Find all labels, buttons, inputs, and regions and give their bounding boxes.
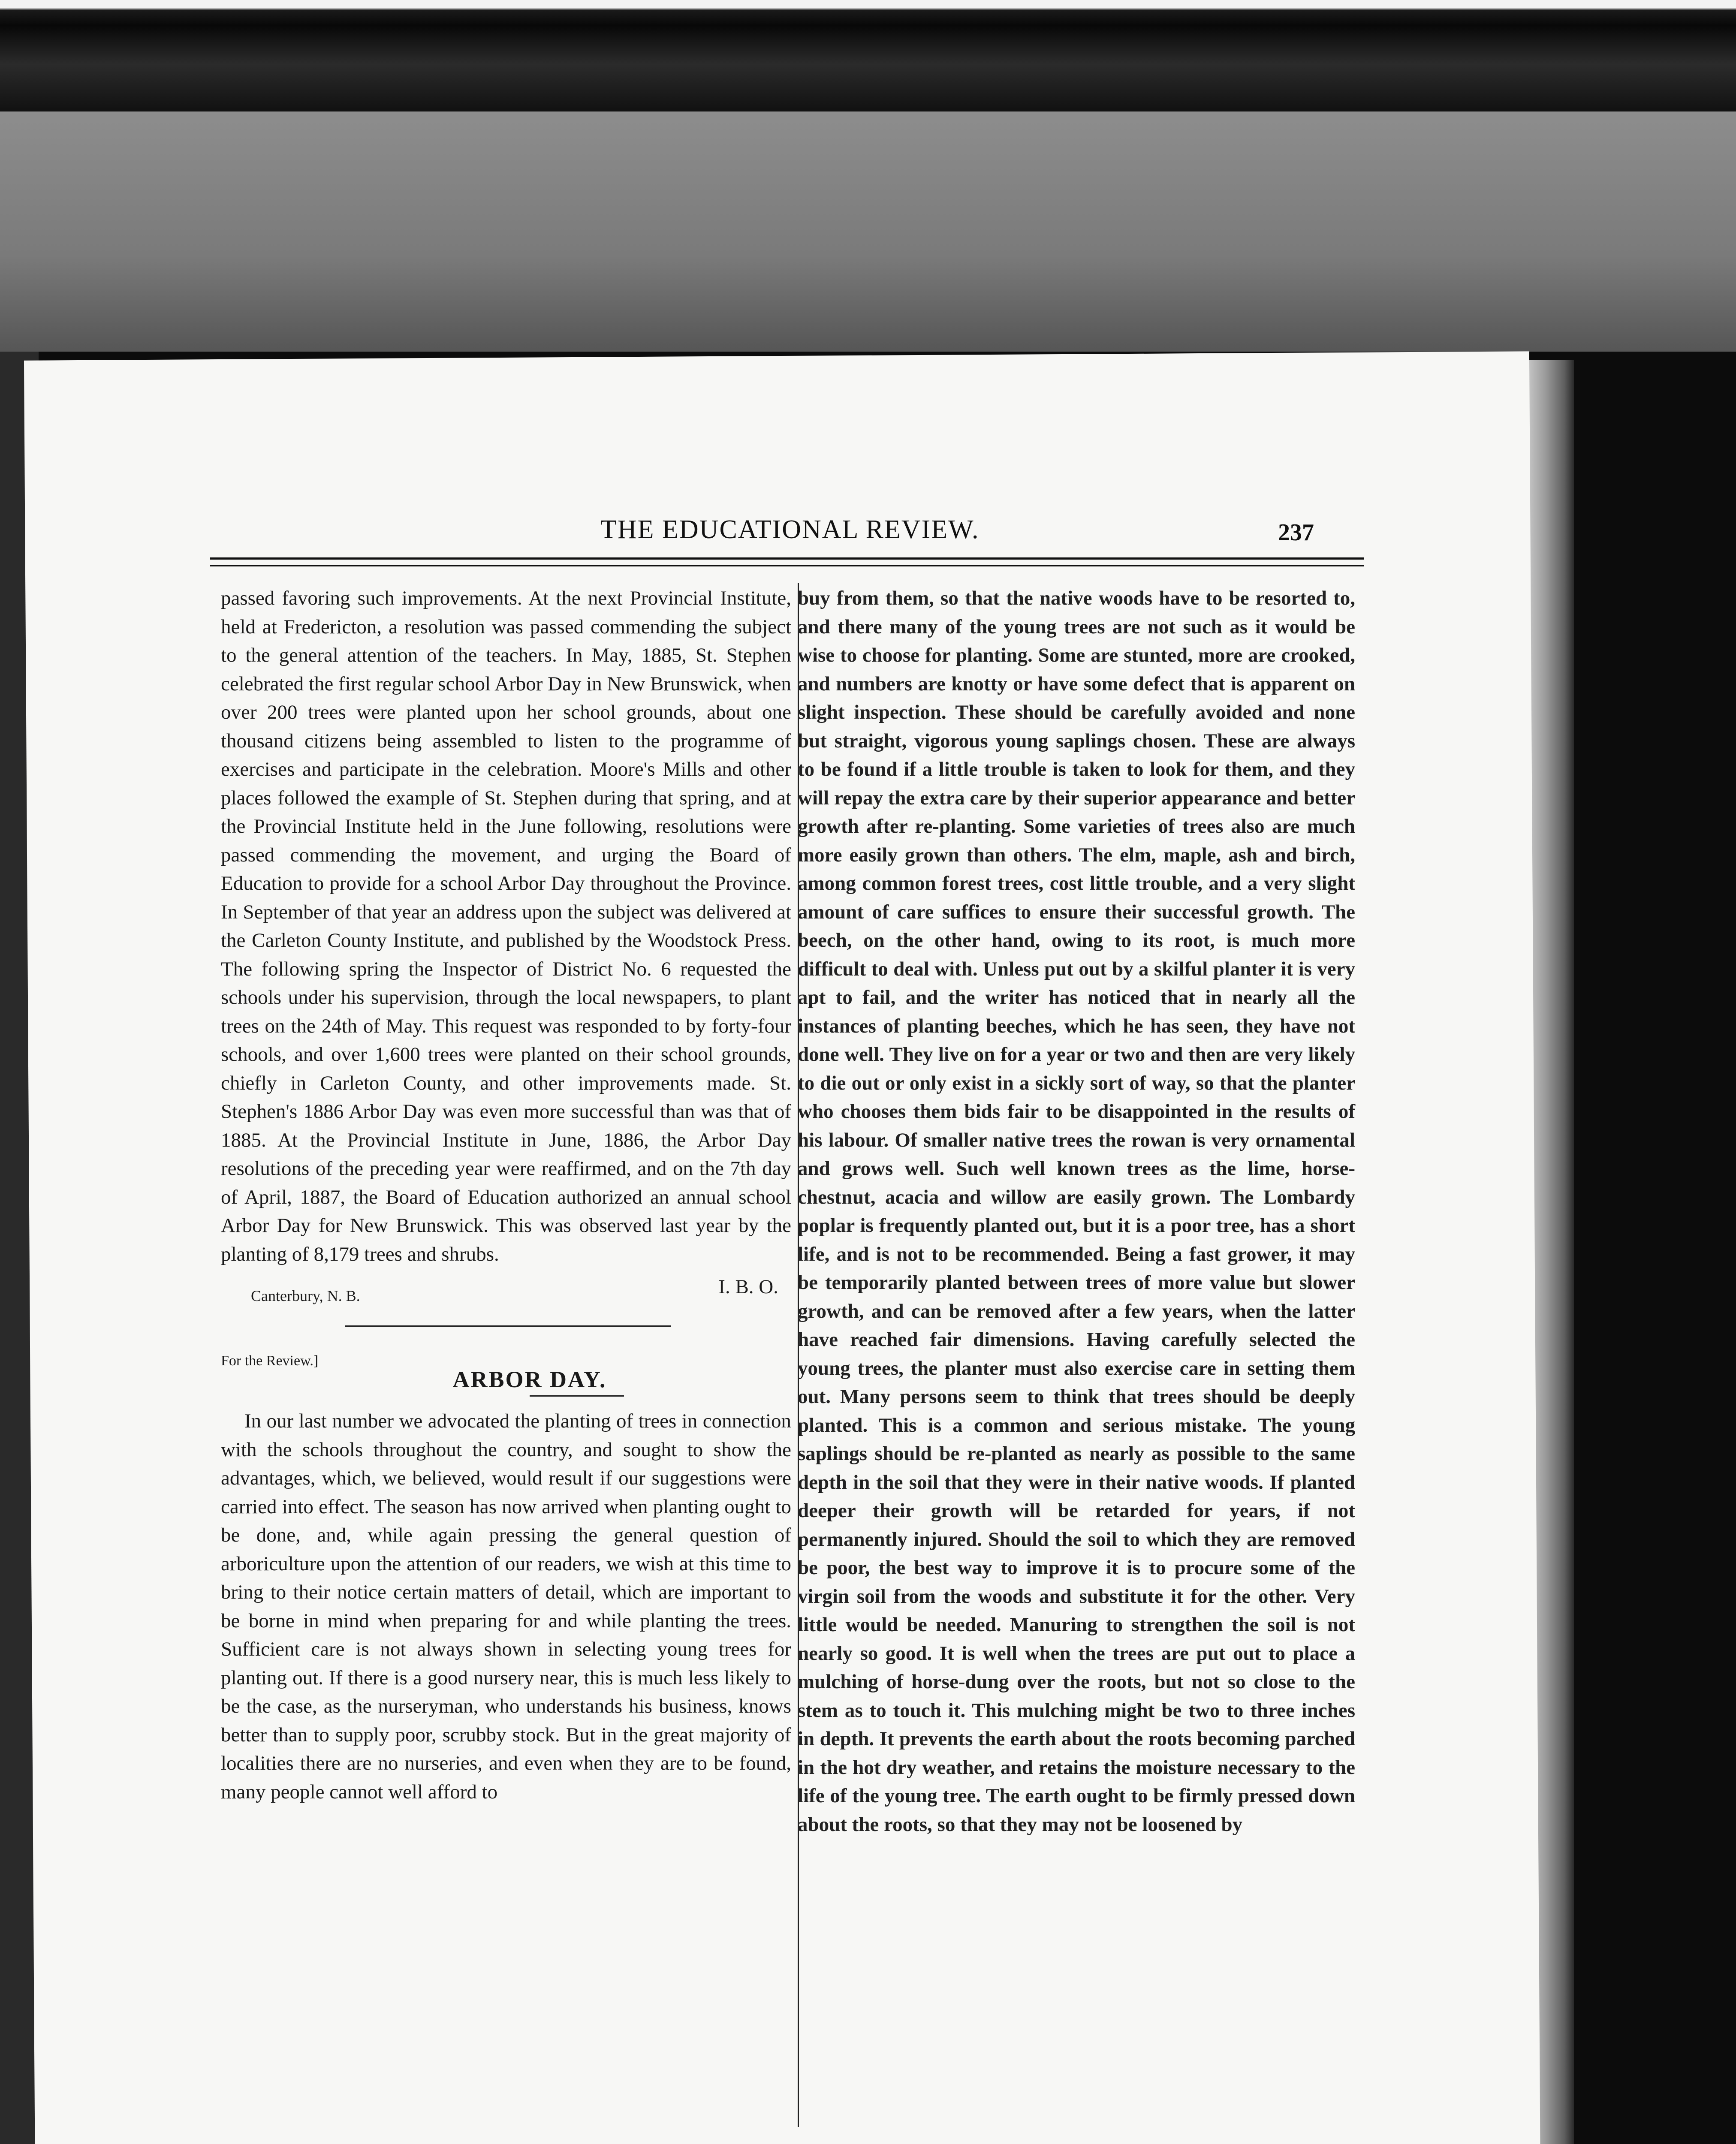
scan-background-top xyxy=(0,111,1736,352)
film-border-top xyxy=(0,0,1736,111)
title-underline xyxy=(530,1395,624,1397)
article-credit: For the Review.] xyxy=(221,1352,319,1369)
article-paragraph: In our last number we advocated the planting of trees in connection with the schools throughout the country, and sought to show the advantages, which, we believed, would result if our suggestions were carried into effect. The season has now arrived when planting ought to be done, and, while again pressing the general question of arboriculture upon the attention of our readers, we wish at this time to bring to their notice certain matters of detail, which are important to be borne in mind when preparing for and while planting the trees. Sufficient care is not always shown in selecting young trees for planting out. If there is a good nursery near, this is much less likely to be the case, as the nurseryman, who understands his business, knows better than to supply poor, scrubby stock. But in the great majority of localities there are no nurseries, and even when they are to be found, many people cannot well afford to xyxy=(221,1410,791,1803)
article-paragraph-continued: buy from them, so that the native woods have to be resorted to, and there many of the young trees are not such as it would be wise to choose for planting. Some are stunted, more are crooked, and numbers are knotty or have some defect that is apparent on slight inspection. These should be carefully avoided and none but straight, vigorous young saplings chosen. These are always to be found if a little trouble is taken to look for them, and they will repay the extra care by their superior appearance and better growth after re-planting. Some varieties of trees also are much more easily grown than others. The elm, maple, ash and birch, among common forest trees, cost little trouble, and a very slight amount of care suffices to ensure their successful growth. The beech, on the other hand, owing to its root, is much more difficult to deal with. Unless put out by a skilful planter it is very apt to fail, and the writer has noticed that in nearly all the instances of planting beeches, which he has seen, they have not done well. They live on for a year or two and then are very likely to die out or only exist in a sickly sort of way, so that the planter who chooses them bids fair to be disappointed in the results of his labour. Of smaller native trees the rowan is very ornamental and grows well. Such well known trees as the lime, horse-chestnut, acacia and willow are easily grown. The Lombardy poplar is frequently planted out, but it is a poor tree, has a short life, and is not to be recommended. Being a fast grower, it may be temporarily planted between trees of more value but slower growth, and can be removed after a few years, when the latter have reached fair dimensions. Having carefully selected the young trees, the planter must also exercise care in setting them out. Many persons seem to think that trees should be deeply planted. This is a common and serious mistake. The young saplings should be re-planted as nearly as possible to the same depth in the soil that they were in their native woods. If planted deeper their growth will be retarded for years, if not permanently injured. Should the soil to which they are removed be poor, the best way to improve it is to procure some of the virgin soil from the woods and substitute it for the other. Very little would be needed. Manuring to strengthen the soil is not nearly so good. It is well when the trees are put out to place a mulching of horse-dung over the roots, but not so close to the stem as to touch it. This mulching might be two to three inches in depth. It prevents the earth about the roots becoming parched in the hot dry weather, and retains the moisture necessary to the life of the young tree. The earth ought to be firmly pressed down about the roots, so that they may not be loosened by xyxy=(798,587,1355,1836)
left-column xyxy=(221,584,791,1806)
header-rule-thick xyxy=(210,557,1364,560)
running-header: THE EDUCATIONAL REVIEW. xyxy=(600,515,980,544)
author-location: Canterbury, N. B. xyxy=(251,1287,360,1304)
article-title: ARBOR DAY. xyxy=(452,1366,607,1392)
section-separator xyxy=(345,1325,671,1327)
paragraph-continued: passed favoring such improvements. At the next Provincial Institute, held at Fredericton, a resolution was passed commending the subject to the general attention of the teachers. In May, 1885, St. Stephen celebrated the first regular school Arbor Day in New Brunswick, when over 200 trees were planted upon her school grounds, about one thousand citizens being assembled to listen to the programme of exercises and participate in the celebration. Moore's Mills and other places followed the example of St. Stephen during that spring, and at the Provincial Institute held in the June following, resolutions were passed commending the movement, and urging the Board of Education to provide for a school Arbor Day throughout the Province. In September of that year an address upon the subject was delivered at the Carleton County Institute, and published by the Woodstock Press. The following spring the Inspector of District No. 6 requested the schools under his supervision, through the local newspapers, to plant trees on the 24th of May. This request was responded to by forty-four schools, and over 1,600 trees were planted on their school grounds, chiefly in Carleton County, and other improvements made. St. Stephen's 1886 Arbor Day was even more successful than was that of 1885. At the Provincial Institute in June, 1886, the Arbor Day resolutions of the preceding year were reaffirmed, and on the 7th day of April, 1887, the Board of Education authorized an annual school Arbor Day for New Brunswick. This was observed last year by the planting of 8,179 trees and shrubs. xyxy=(221,587,791,1265)
right-column xyxy=(798,584,1355,1839)
author-initials: I. B. O. xyxy=(718,1276,778,1298)
header-rule-thin xyxy=(210,565,1364,566)
page-number: 237 xyxy=(1278,519,1314,546)
